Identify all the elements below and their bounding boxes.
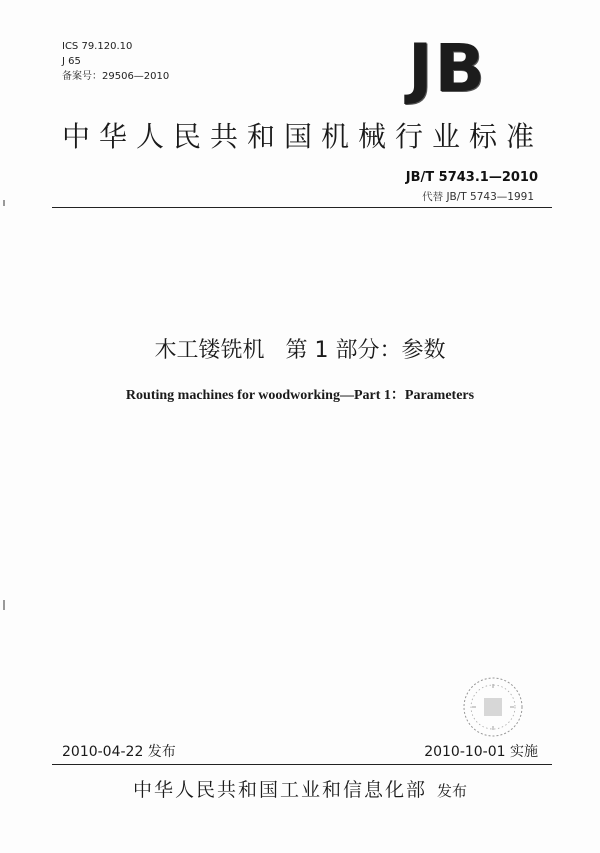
replaces-standard: 代替 JB/T 5743—1991 bbox=[422, 191, 534, 203]
bottom-divider bbox=[52, 764, 552, 765]
ics-code: ICS 79.120.10 bbox=[62, 41, 133, 52]
scan-artifact bbox=[3, 200, 5, 206]
publisher-line bbox=[0, 775, 600, 802]
official-seal-stamp bbox=[462, 676, 524, 738]
record-number: 备案号：29506—2010 bbox=[62, 71, 170, 82]
issue-date: 2010-04-22 发布 bbox=[62, 744, 176, 760]
classification-code: J 65 bbox=[62, 56, 81, 67]
scan-artifact bbox=[3, 600, 5, 610]
implementation-date: 2010-10-01 实施 bbox=[424, 744, 538, 760]
issuing-authority: 中华人民共和国工业和信息化部 bbox=[132, 779, 427, 801]
top-divider bbox=[52, 207, 552, 208]
jb-logo: JB bbox=[408, 30, 487, 107]
standard-number: JB/T 5743.1—2010 bbox=[405, 170, 538, 185]
standard-category-title: 中华人民共和国机械行业标准 bbox=[62, 120, 544, 153]
document-title-english: Routing machines for woodworking—Part 1：Parameters bbox=[125, 388, 475, 403]
document-title-chinese: 木工镂铣机 第 1 部分：参数 bbox=[154, 338, 446, 363]
publish-label: 发布 bbox=[437, 782, 468, 800]
